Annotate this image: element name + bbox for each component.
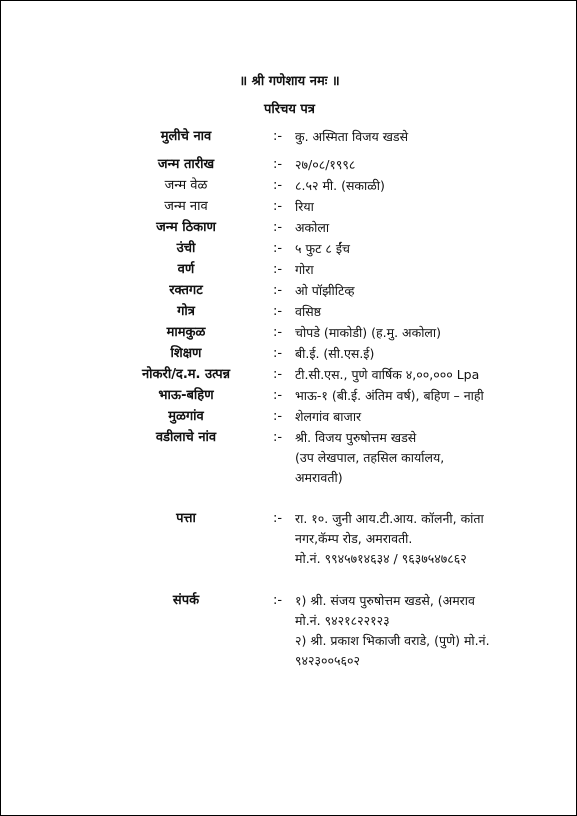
field-value-line: अकोला (295, 220, 330, 235)
field-value-line: २७/०८/१९९८ (295, 157, 356, 172)
field-label: नोकरी/द.म. उत्पन्न (141, 367, 231, 382)
field-separator: :- (273, 430, 283, 445)
field-separator: :- (273, 593, 283, 608)
field-label: संपर्क (172, 593, 200, 608)
field-value (295, 281, 525, 301)
field-separator: :- (273, 220, 283, 235)
field-value-line: रिया (295, 199, 314, 214)
field-value-line: अमरावती) (295, 470, 343, 485)
invocation-heading: ॥ श्री गणेशाय नमः ॥ (239, 74, 340, 89)
field-value-line: शेलगांव बाजार (295, 409, 362, 424)
field-value-line: वसिष्ठ (295, 304, 322, 319)
field-label: वर्ण (177, 262, 195, 277)
field-separator: :- (273, 199, 283, 214)
field-value-line: ८.५२ मी. (सकाळी) (295, 178, 385, 193)
field-value (295, 260, 525, 280)
field-separator: :- (273, 283, 283, 298)
field-label: जन्म तारीख (157, 157, 215, 172)
field-value-line: कु. अस्मिता विजय खडसे (295, 129, 409, 144)
field-value (295, 407, 525, 427)
field-value-line: गोरा (295, 262, 314, 277)
field-value (295, 155, 525, 175)
field-label: वडीलाचे नांव (155, 430, 217, 445)
field-value-line: भाऊ-१ (बी.ई. अंतिम वर्ष), बहिण – नाही (295, 388, 484, 403)
field-separator: :- (273, 346, 283, 361)
field-value-line: बी.ई. (सी.एस.ई) (295, 346, 375, 361)
field-label: शिक्षण (170, 346, 202, 361)
field-separator: :- (273, 157, 283, 172)
field-value-line: श्री. विजय पुरुषोत्तम खडसे (295, 430, 417, 445)
field-value-line: रा. १०. जुनी आय.टी.आय. कॉलनी, कांता (295, 511, 484, 526)
field-value-line: ९४२३००५६०२ (295, 653, 361, 668)
field-value-line: मो.नं. ९९४५७१४६३४ / ९६३७५४७८६२ (295, 551, 467, 566)
field-value-line: नगर,कॅम्प रोड, अमरावती. (295, 531, 413, 546)
field-label: जन्म वेळ (164, 178, 208, 193)
field-separator: :- (273, 262, 283, 277)
field-separator: :- (273, 367, 283, 382)
field-separator: :- (273, 304, 283, 319)
field-value-line: मो.नं. ९४२१८२२१२३ (295, 613, 390, 628)
field-value-line: (उप लेखपाल, तहसिल कार्यालय, (295, 450, 445, 465)
field-label: मुलीचे नाव (160, 129, 212, 144)
field-value (295, 176, 525, 196)
field-value (295, 386, 525, 406)
field-value (295, 197, 525, 217)
field-separator: :- (273, 409, 283, 424)
field-value (295, 218, 525, 238)
field-label: पत्ता (176, 511, 196, 526)
field-label: गोत्र (177, 304, 195, 319)
field-separator: :- (273, 178, 283, 193)
page-title: परिचय पत्र (264, 102, 315, 117)
field-value-line: चोपडे (माकोडी) (ह.मु. अकोला) (295, 325, 442, 340)
field-separator: :- (273, 241, 283, 256)
field-label: उंची (176, 241, 196, 256)
field-separator: :- (273, 388, 283, 403)
field-label: मुळगांव (168, 409, 204, 424)
field-value (295, 302, 525, 322)
field-value (295, 365, 525, 385)
field-label: जन्म नाव (164, 199, 208, 214)
field-separator: :- (273, 511, 283, 526)
field-value (295, 344, 525, 364)
field-value (295, 591, 525, 671)
field-value-line: १) श्री. संजय पुरुषोत्तम खडसे, (अमराव (295, 593, 475, 608)
field-value-line: ५ फुट ८ ईंच (295, 241, 350, 256)
field-value (295, 509, 525, 569)
field-label: जन्म ठिकाण (156, 220, 216, 235)
field-label: भाऊ-बहिण (158, 388, 214, 403)
field-value (295, 239, 525, 259)
field-separator: :- (273, 325, 283, 340)
field-separator: :- (273, 129, 283, 144)
field-value (295, 323, 525, 343)
field-value-line: टी.सी.एस., पुणे वार्षिक ४,००,००० Lpa (295, 367, 480, 382)
field-label: रक्तगट (169, 283, 203, 298)
field-value (295, 127, 525, 147)
field-value-line: २) श्री. प्रकाश भिकाजी वराडे, (पुणे) मो.नं. (295, 633, 490, 648)
field-value (295, 428, 525, 488)
field-label: मामकुळ (166, 325, 206, 340)
field-value-line: ओ पॉझीटिव्ह (295, 283, 355, 298)
